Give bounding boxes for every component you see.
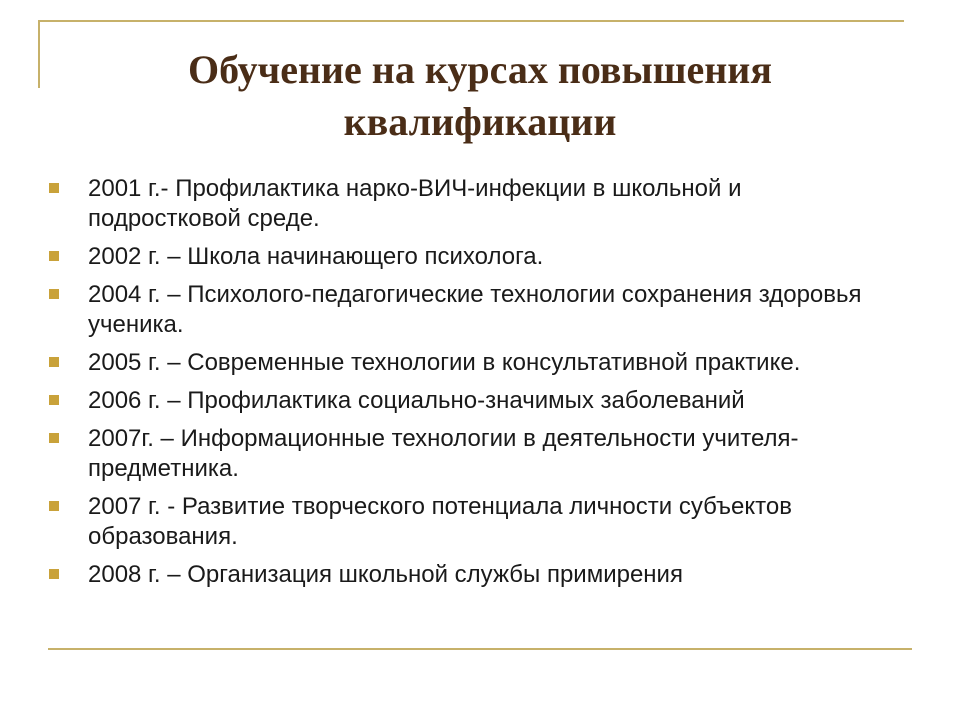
slide-title: Обучение на курсах повышения квалификации (188, 47, 772, 144)
list-item-text: 2002 г. – Школа начинающего психолога. (88, 243, 544, 270)
list-item (48, 424, 888, 484)
list-item-text: 2001 г.- Профилактика нарко-ВИЧ-инфекции в школьной и подростковой среде. (88, 175, 742, 232)
square-bullet-icon (49, 183, 59, 193)
square-bullet-icon (49, 251, 59, 261)
list-item (48, 242, 888, 272)
list-item-text: 2006 г. – Профилактика социально-значимых заболеваний (88, 387, 745, 414)
square-bullet-icon (49, 357, 59, 367)
list-item (48, 348, 888, 378)
left-rule (38, 20, 40, 88)
list-item-text: 2005 г. – Современные технологии в консультативной практике. (88, 349, 801, 376)
square-bullet-icon (49, 395, 59, 405)
list-item (48, 174, 888, 234)
square-bullet-icon (49, 289, 59, 299)
list-item-text: 2007 г. - Развитие творческого потенциала личности субъектов образования. (88, 493, 792, 550)
list-item (48, 560, 888, 590)
list-item-text: 2004 г. – Психолого-педагогические технологии сохранения здоровья ученика. (88, 281, 862, 338)
list-item (48, 386, 888, 416)
list-item (48, 492, 888, 552)
square-bullet-icon (49, 433, 59, 443)
list-item-text: 2008 г. – Организация школьной службы примирения (88, 561, 683, 588)
square-bullet-icon (49, 569, 59, 579)
list-item-text: 2007г. – Информационные технологии в деятельности учителя-предметника. (88, 425, 799, 482)
bullet-list (48, 174, 888, 598)
square-bullet-icon (49, 501, 59, 511)
bottom-rule (48, 648, 912, 650)
top-rule (38, 20, 904, 22)
list-item (48, 280, 888, 340)
